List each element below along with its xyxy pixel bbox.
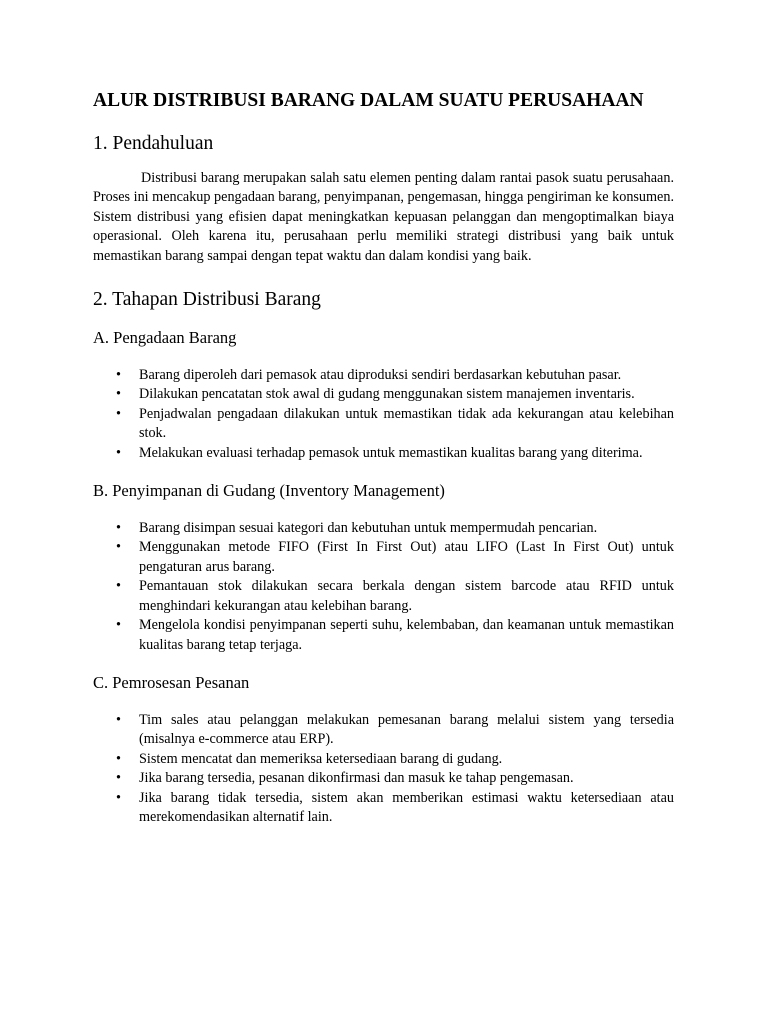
section-heading-pendahuluan: 1. Pendahuluan [93,133,214,154]
bullet-icon: • [116,539,121,556]
bullet-icon: • [116,770,121,787]
bullet-list-pemrosesan [93,711,674,827]
list-item [93,444,674,463]
list-item-text: Barang disimpan sesuai kategori dan kebutuhan untuk mempermudah pencarian. [139,520,598,537]
list-item-text: Melakukan evaluasi terhadap pemasok untuk memastikan kualitas barang yang diterima. [139,444,643,461]
list-item-text: Tim sales atau pelanggan melakukan pemesanan barang melalui sistem yang tersedia (misalnya e-commerce atau ERP). [139,711,674,748]
list-item [93,577,674,616]
bullet-list-penyimpanan [93,519,674,655]
bullet-icon: • [116,750,121,767]
list-item [93,519,674,538]
document-title: ALUR DISTRIBUSI BARANG DALAM SUATU PERUSAHAAN [93,90,644,111]
document-page [93,88,674,827]
bullet-icon: • [116,789,121,806]
list-item-text: Pemantauan stok dilakukan secara berkala dengan sistem barcode atau RFID untuk menghindari kekurangan atau kelebihan barang. [139,578,674,614]
bullet-icon: • [116,444,121,461]
subsection-heading-pengadaan: A. Pengadaan Barang [93,328,237,348]
list-item-text: Barang diperoleh dari pemasok atau diproduksi sendiri berdasarkan kebutuhan pasar. [139,367,622,384]
list-item-text: Jika barang tidak tersedia, sistem akan memberikan estimasi waktu ketersediaan atau merekomendasikan alternatif lain. [139,789,674,825]
list-item [93,385,674,404]
list-item [93,789,674,828]
list-item [93,405,674,444]
bullet-icon: • [116,367,121,384]
list-item-text: Mengelola kondisi penyimpanan seperti suhu, kelembaban, dan keamanan untuk memastikan kualitas barang tetap terjaga. [139,617,674,653]
bullet-icon: • [116,520,121,537]
list-item [93,616,674,655]
list-item [93,769,674,788]
list-item [93,366,674,385]
list-item-text: Dilakukan pencatatan stok awal di gudang menggunakan sistem manajemen inventaris. [139,386,635,403]
bullet-list-pengadaan [93,366,674,463]
list-item [93,538,674,577]
intro-paragraph: Distribusi barang merupakan salah satu elemen penting dalam rantai pasok suatu perusahaan. Proses ini mencakup pengadaan barang, penyimpanan, pengemasan, hingga pengiriman ke konsumen. Sistem distribusi yang efisien dapat meningkatkan kepuasan pelanggan dan mengoptimalkan biaya operasional. Oleh karena itu, perusahaan perlu memiliki strategi distribusi yang baik untuk memastikan barang sampai dengan tepat waktu dan dalam kondisi yang baik. [93,170,674,264]
bullet-icon: • [116,711,121,728]
bullet-icon: • [116,405,121,422]
bullet-icon: • [116,578,121,595]
bullet-icon: • [116,617,121,634]
section-heading-tahapan: 2. Tahapan Distribusi Barang [93,289,321,311]
list-item-text: Sistem mencatat dan memeriksa ketersediaan barang di gudang. [139,750,503,767]
list-item [93,750,674,769]
list-item [93,711,674,750]
subsection-heading-penyimpanan: B. Penyimpanan di Gudang (Inventory Management) [93,481,445,501]
bullet-icon: • [116,386,121,403]
list-item-text: Menggunakan metode FIFO (First In First Out) atau LIFO (Last In First Out) untuk pengaturan arus barang. [139,539,674,575]
list-item-text: Jika barang tersedia, pesanan dikonfirmasi dan masuk ke tahap pengemasan. [139,770,574,787]
list-item-text: Penjadwalan pengadaan dilakukan untuk memastikan tidak ada kekurangan atau kelebihan stok. [139,405,674,442]
subsection-heading-pemrosesan: C. Pemrosesan Pesanan [93,672,250,692]
